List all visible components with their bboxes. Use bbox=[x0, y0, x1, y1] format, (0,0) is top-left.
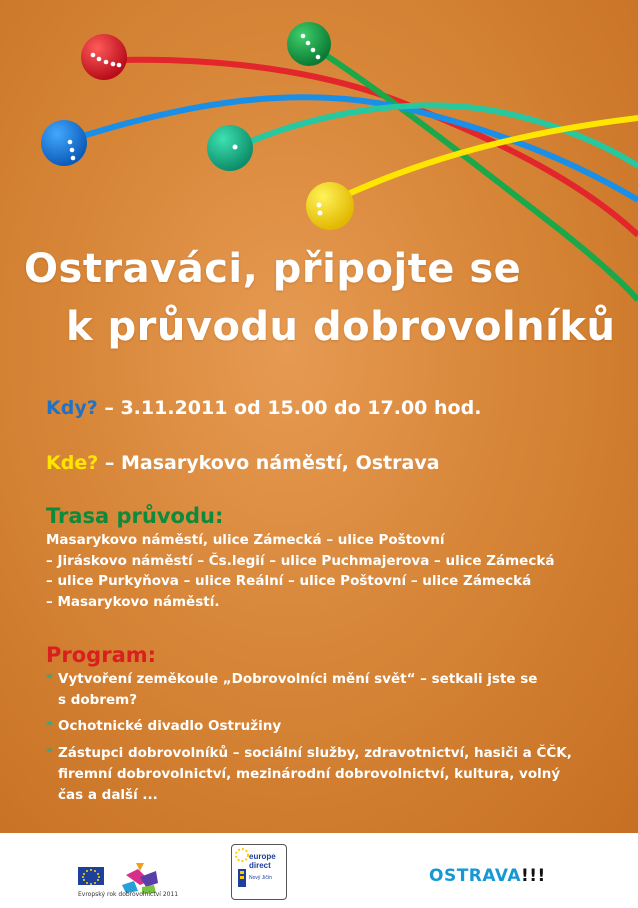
ey-figure-shape bbox=[140, 871, 158, 887]
route-line: Masarykovo náměstí, ulice Zámecká – ulice Poštovní bbox=[46, 532, 445, 548]
ball-dot bbox=[306, 41, 311, 46]
when-row bbox=[46, 397, 481, 419]
program-item-text: s dobrem? bbox=[58, 692, 138, 708]
route-description bbox=[46, 530, 554, 612]
ball-dot bbox=[91, 53, 96, 58]
ostrava-logo-text: OSTRAVA bbox=[429, 866, 522, 886]
bullet-asterisk: * bbox=[46, 671, 54, 687]
route-heading: Trasa průvodu: bbox=[46, 504, 224, 528]
ball-dot bbox=[71, 156, 76, 161]
teal-ball bbox=[207, 125, 253, 171]
ball-dot bbox=[104, 60, 109, 65]
ostrava-logo bbox=[429, 866, 546, 886]
program-item bbox=[46, 669, 537, 711]
program-item-text: Zástupci dobrovolníků – sociální služby, zdravotnictví, hasiči a ČČK, bbox=[58, 745, 572, 761]
ostrava-logo-exclaim: !!! bbox=[521, 866, 546, 886]
program-item bbox=[46, 716, 281, 737]
where-row bbox=[46, 452, 440, 474]
program-heading: Program: bbox=[46, 643, 157, 667]
ball-dot bbox=[233, 145, 238, 150]
ball-dot bbox=[70, 148, 75, 153]
ball-dot bbox=[317, 203, 322, 208]
program-item-text: Ochotnické divadlo Ostružiny bbox=[58, 718, 282, 734]
ball-dot bbox=[97, 57, 102, 62]
bullet-asterisk: * bbox=[46, 745, 54, 761]
europe-direct-word-2: direct bbox=[249, 861, 271, 870]
program-item bbox=[46, 743, 572, 806]
ball-dot bbox=[311, 48, 316, 53]
when-label: Kdy? bbox=[46, 397, 98, 419]
blue-ball bbox=[41, 120, 87, 166]
red-string bbox=[118, 60, 638, 235]
bullet-asterisk: * bbox=[46, 718, 54, 734]
program-item-text: Vytvoření zeměkoule „Dobrovolníci mění svět“ – setkali jste se bbox=[58, 671, 538, 687]
where-text: – Masarykovo náměstí, Ostrava bbox=[98, 452, 440, 474]
europe-direct-icon bbox=[232, 845, 286, 899]
program-item-text: firemní dobrovolnictví, mezinárodní dobrovolnictví, kultura, volný bbox=[58, 766, 561, 782]
headline-line-1: Ostraváci, připojte se bbox=[24, 246, 522, 292]
program-item-text: čas a další ... bbox=[58, 787, 158, 803]
route-line: – ulice Purkyňova – ulice Reální – ulice Poštovní – ulice Zámecká bbox=[46, 573, 532, 589]
europe-direct-word-1: europe bbox=[249, 852, 276, 861]
ball-dot bbox=[111, 62, 116, 67]
red-ball bbox=[81, 34, 127, 80]
ball-dot bbox=[316, 55, 321, 60]
europe-direct-city: Nový Jičín bbox=[249, 875, 273, 881]
when-text: – 3.11.2011 od 15.00 do 17.00 hod. bbox=[97, 397, 482, 419]
ball-dot bbox=[301, 34, 306, 39]
ball-dot bbox=[68, 140, 73, 145]
yellow-ball bbox=[306, 182, 354, 230]
ball-dot bbox=[318, 211, 323, 216]
where-label: Kde? bbox=[46, 452, 99, 474]
europe-direct-logo bbox=[231, 844, 287, 900]
ball-dot bbox=[117, 63, 122, 68]
route-line: – Jiráskovo náměstí – Čs.legií – ulice Puchmajerova – ulice Zámecká bbox=[46, 552, 555, 569]
route-line: – Masarykovo náměstí. bbox=[46, 593, 220, 610]
headline-line-2: k průvodu dobrovolníků bbox=[66, 304, 616, 350]
ey-caption: Evropský rok dobrovolnictví 2011 bbox=[78, 891, 179, 898]
footer bbox=[0, 833, 638, 908]
